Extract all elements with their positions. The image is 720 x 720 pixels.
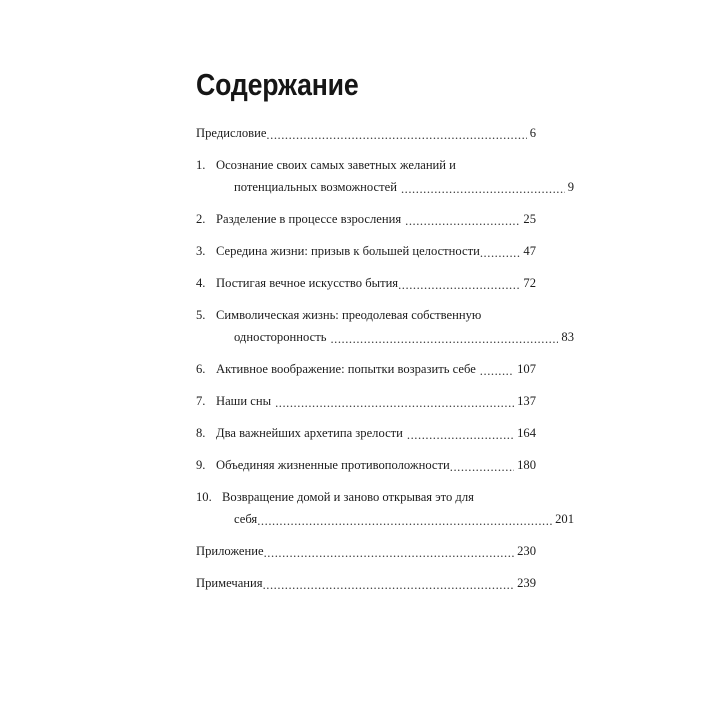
toc-entry-title: Наши сны	[216, 394, 272, 408]
toc-entry[interactable]	[196, 360, 536, 378]
toc-entry[interactable]	[196, 488, 574, 528]
toc-page-number: 6	[529, 126, 536, 140]
toc-entry-line	[196, 574, 536, 592]
toc-entry-title-continued: себя	[234, 512, 258, 526]
toc-entry-number: 3.	[196, 244, 206, 258]
leader-dots	[401, 183, 565, 196]
leader-dots	[275, 397, 514, 410]
toc-page-number: 83	[561, 330, 574, 344]
toc-entry-number: 2.	[196, 212, 206, 226]
toc-entry[interactable]	[196, 124, 536, 142]
toc-entry[interactable]	[196, 456, 536, 474]
toc-entry-title: Два важнейших архетипа зрелости	[216, 426, 403, 440]
toc-entry-title: Приложение	[196, 544, 264, 558]
leader-dots	[450, 461, 514, 474]
toc-page-number: 180	[517, 458, 536, 472]
toc-entry[interactable]	[196, 542, 536, 560]
toc-entry-number: 1.	[196, 158, 206, 172]
toc-entry-line	[196, 542, 536, 560]
toc-entry-title: Примечания	[196, 576, 263, 590]
toc-entry[interactable]	[196, 574, 536, 592]
page-title: Содержание	[196, 67, 359, 102]
toc-entry-title-continued: односторонность	[234, 330, 327, 344]
toc-entry-number: 5.	[196, 308, 206, 322]
toc-entry-title: Символическая жизнь: преодолевая собственную	[216, 308, 482, 322]
toc-entry-line	[196, 156, 536, 174]
toc-page-number: 137	[517, 394, 536, 408]
toc-entry-line	[196, 424, 536, 442]
toc-page-number: 9	[567, 180, 574, 194]
toc-entry-line-continued	[196, 178, 574, 196]
toc-entry-line	[196, 456, 536, 474]
toc-entry-title-continued: потенциальных возможностей	[234, 180, 397, 194]
toc-entry-title: Объединяя жизненные противоположности	[216, 458, 450, 472]
toc-entry-line	[196, 360, 536, 378]
leader-dots	[264, 547, 515, 560]
leader-dots	[330, 333, 558, 346]
toc-entry-title: Осознание своих самых заветных желаний и	[216, 158, 456, 172]
toc-entry-title: Середина жизни: призыв к большей целостности	[216, 244, 480, 258]
leader-dots	[405, 215, 520, 228]
toc-entry-line-continued	[196, 510, 574, 528]
toc-entry-line	[196, 242, 536, 260]
toc-entry[interactable]	[196, 242, 536, 260]
toc-entry-line	[196, 210, 536, 228]
toc-entry-title: Активное воображение: попытки возразить себе	[216, 362, 476, 376]
toc-page-number: 201	[555, 512, 574, 526]
toc-page-number: 47	[523, 244, 536, 258]
leader-dots	[407, 429, 514, 442]
toc-entry-line	[196, 306, 536, 324]
toc-entry-number: 4.	[196, 276, 206, 290]
toc-entry-line-continued	[196, 328, 574, 346]
toc-page-number: 164	[517, 426, 536, 440]
toc-entry-title: Разделение в процессе взросления	[216, 212, 402, 226]
toc-page-number: 239	[517, 576, 536, 590]
leader-dots	[263, 579, 515, 592]
toc-entry-number: 7.	[196, 394, 206, 408]
toc-entry-line	[196, 488, 536, 506]
toc-entry-title: Предисловие	[196, 126, 267, 140]
toc-entry-number: 9.	[196, 458, 206, 472]
leader-dots	[266, 129, 526, 142]
toc-entry-number: 10.	[196, 490, 212, 504]
toc-page-number: 230	[517, 544, 536, 558]
leader-dots	[257, 515, 552, 528]
leader-dots	[398, 279, 520, 292]
toc-entry[interactable]	[196, 424, 536, 442]
toc-entry-title: Постигая вечное искусство бытия	[216, 276, 399, 290]
toc-entry[interactable]	[196, 392, 536, 410]
toc-entry[interactable]	[196, 274, 536, 292]
leader-dots	[480, 365, 514, 378]
toc-entry-number: 8.	[196, 426, 206, 440]
toc-entry-title: Возвращение домой и заново открывая это для	[222, 490, 474, 504]
toc-entry[interactable]	[196, 306, 574, 346]
toc-entry-list	[196, 124, 574, 592]
toc-entry[interactable]	[196, 156, 574, 196]
toc-page-number: 72	[523, 276, 536, 290]
toc-entry-line	[196, 274, 536, 292]
leader-dots	[480, 247, 521, 260]
toc-page-number: 25	[523, 212, 536, 226]
toc-entry-line	[196, 124, 536, 142]
toc-entry-line	[196, 392, 536, 410]
toc-page-number: 107	[517, 362, 536, 376]
toc-entry[interactable]	[196, 210, 536, 228]
toc-entry-number: 6.	[196, 362, 206, 376]
